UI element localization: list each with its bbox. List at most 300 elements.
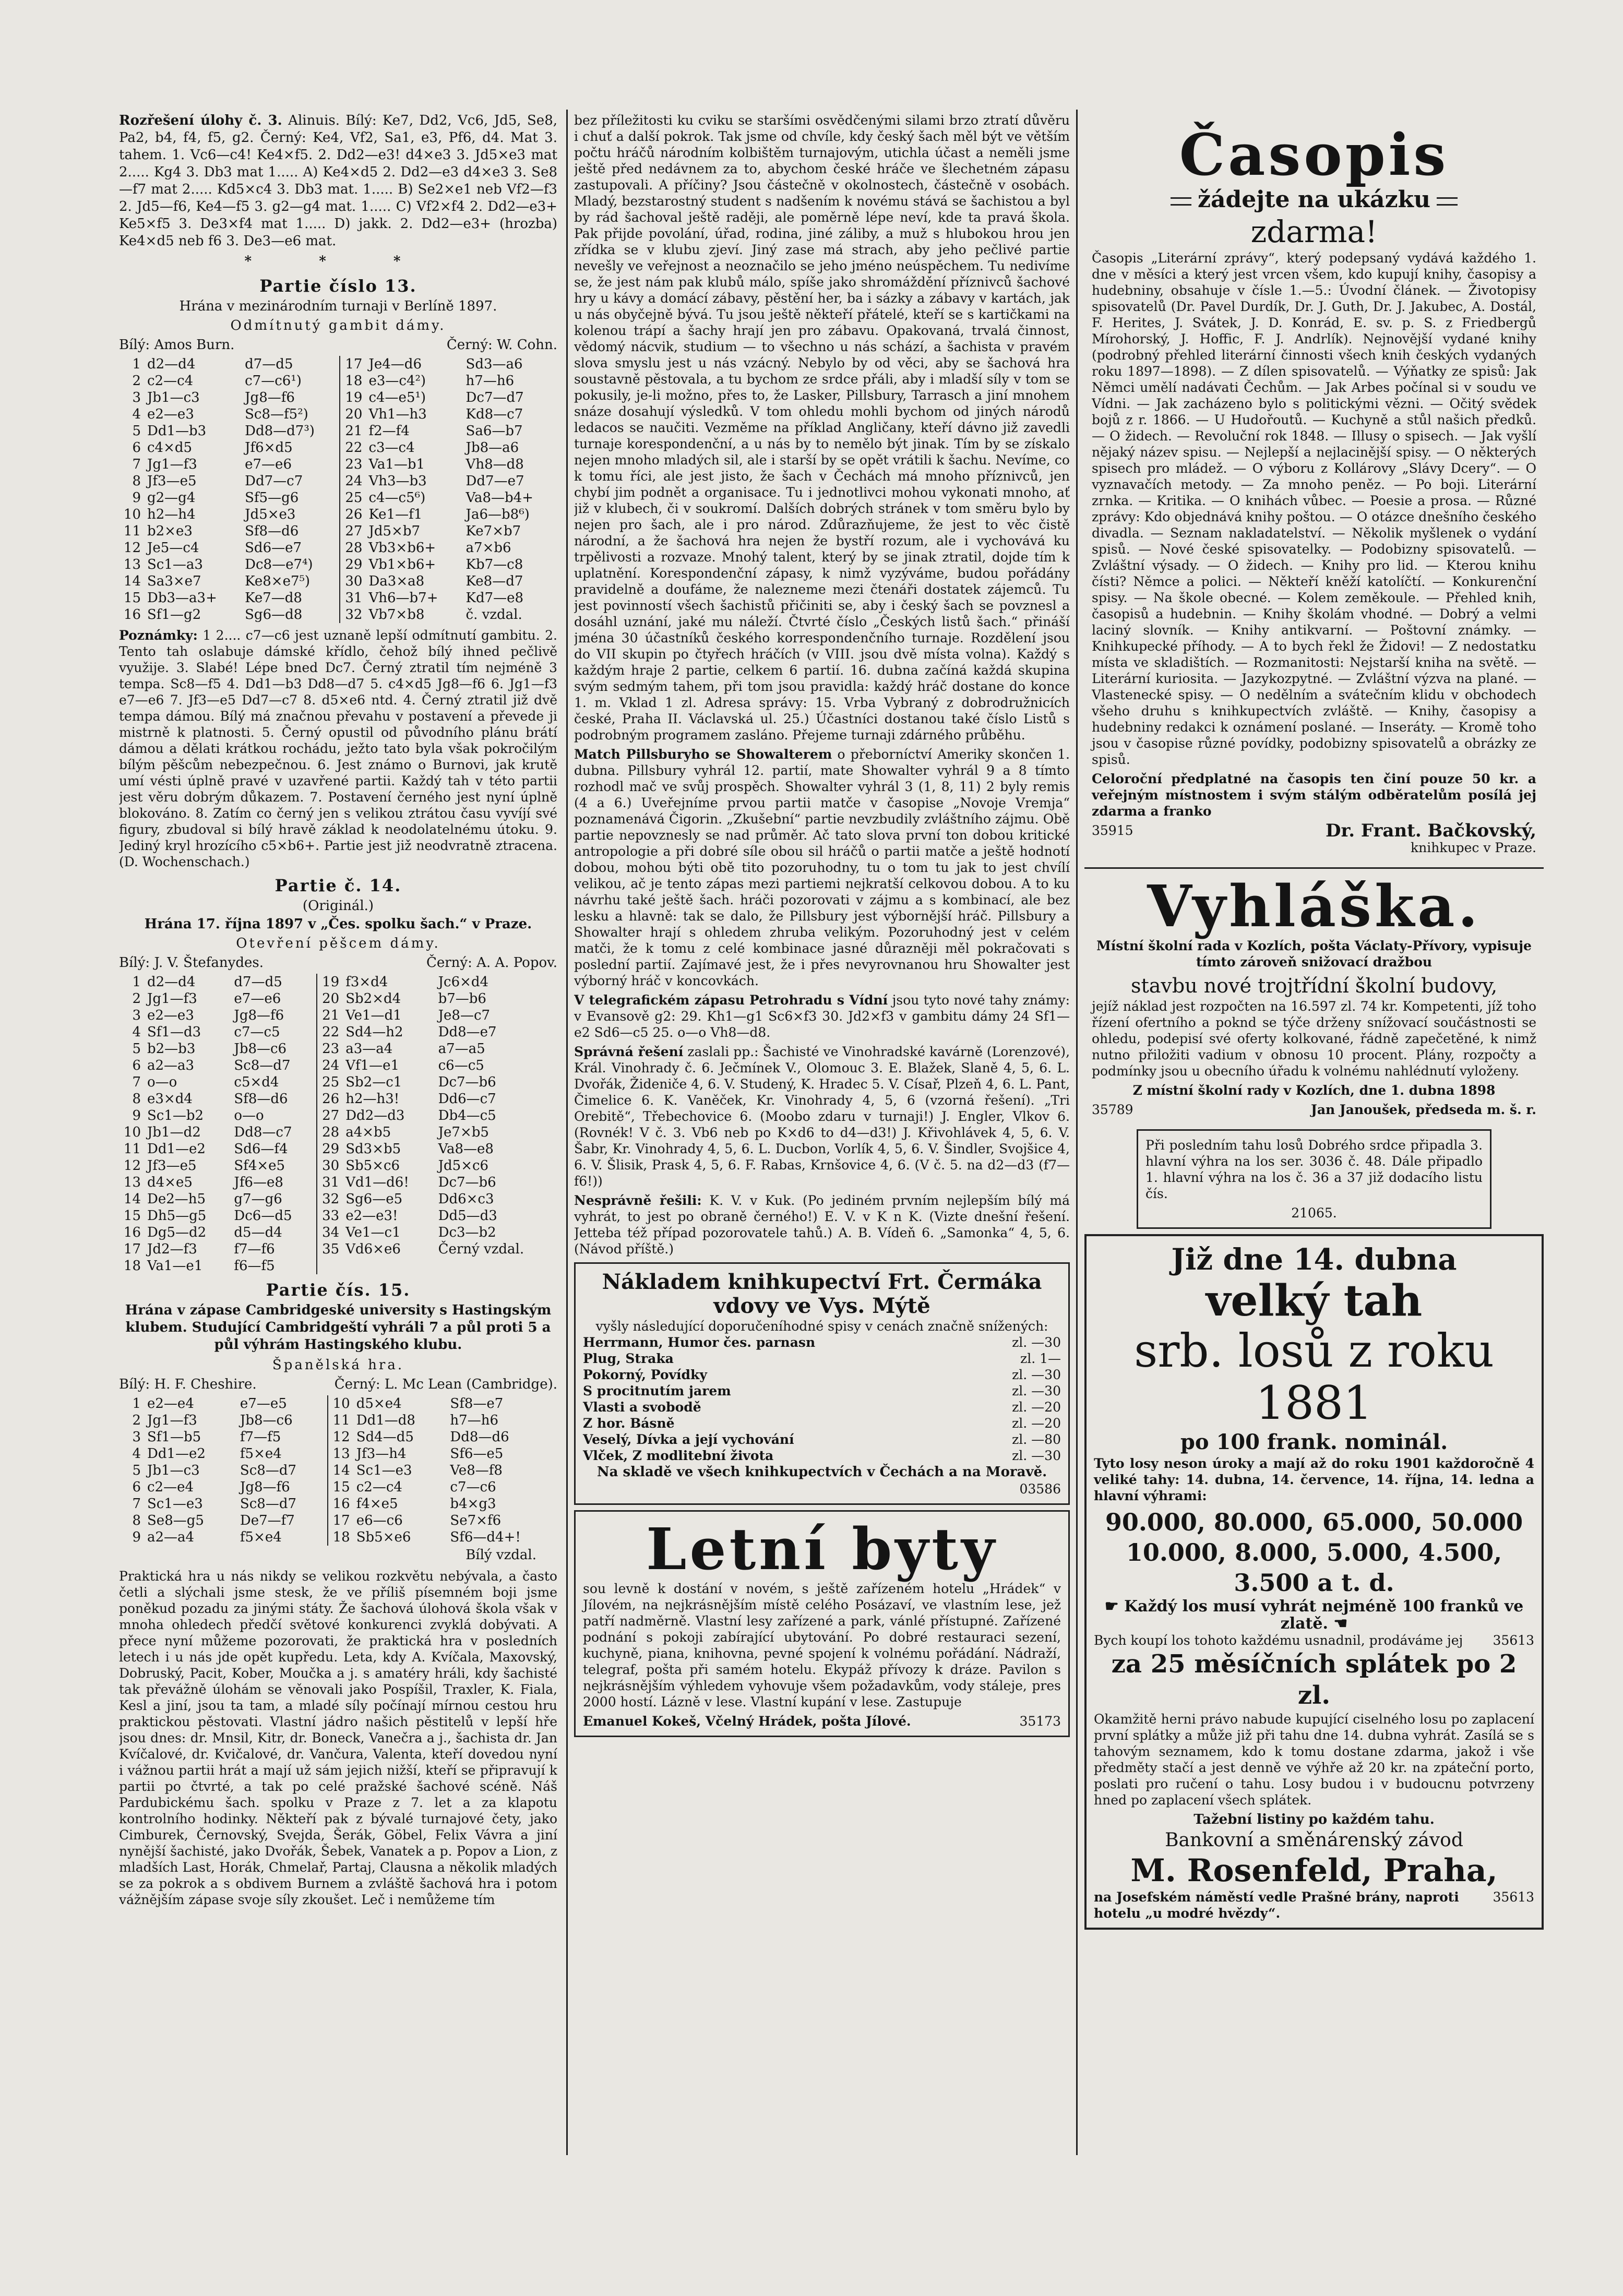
column-divider: [1076, 110, 1078, 2155]
white-move: Va1—e1: [147, 1258, 203, 1274]
white-move: Jg1—f3: [147, 457, 197, 472]
move-row: [119, 1429, 557, 1445]
book-title: Pokorný, Povídky: [583, 1367, 707, 1382]
white-move: c2—c4: [147, 373, 194, 389]
white-move: Sc1—e3: [356, 1463, 412, 1478]
draw-code: 35613: [1493, 1890, 1534, 1905]
move-number: 11: [123, 523, 141, 539]
move-number: 26: [317, 1091, 342, 1107]
ornament-icon: [1437, 197, 1458, 206]
move-row: [119, 389, 557, 406]
black-move: Jb8—a6: [466, 440, 519, 456]
white-move: e2—e4: [147, 1396, 194, 1412]
advert-text: jejíž náklad jest rozpočten na 16.597 zl. 74 kr. Kompetenti, jíž toho řízení ofertního a poknd se týče drženy snížovací součástnosti se ohledu, podepisí své oferty kolkované, řádně zapečetěné, k nimž nutno přiložiti vadium v obnosu 10 procent. Plány, rozpočty a podmínky jsou u obecního úřadu k volnému nahlédnutí vyloženy.: [1092, 999, 1536, 1079]
black-move: Dd8—d6: [450, 1429, 509, 1445]
move-number: 4: [132, 1446, 141, 1462]
book-item: [583, 1431, 1061, 1448]
black-move: Dc8—e7⁴): [245, 557, 313, 572]
game-15-moves-table: [119, 1395, 557, 1546]
book-item: [583, 1399, 1061, 1415]
prize-line-1: 90.000, 80.000, 65.000, 50.000: [1105, 1508, 1523, 1536]
black-move: Sa6—b7: [466, 423, 523, 439]
move-number: 5: [132, 1041, 141, 1057]
move-number: 6: [132, 1479, 141, 1495]
move-row: [119, 1157, 557, 1174]
advert-sign-line: Z místní školní rady v Kozlích, dne 1. dubna 1898: [1132, 1083, 1496, 1098]
white-player: Bílý: Amos Burn.: [119, 337, 235, 353]
draw-firm: M. Rosenfeld, Praha,: [1130, 1852, 1498, 1889]
telegraph-text: jsou tyto nové tahy známy: v Evansově g2: 29. Kh1—g1 Sc6×f3 30. Jd2×f3 v gambitu dámy 24 Sf1—e2 Sd6—c5 25. o—o Vh8—d8.: [574, 992, 1070, 1040]
white-move: Vb1×b6+: [368, 557, 436, 572]
move-number: 7: [132, 457, 141, 472]
white-move: Da3×a8: [368, 573, 425, 589]
advert-signature: Jan Janoušek, předseda m. š. r.: [1311, 1102, 1536, 1117]
black-move: Dd7—e7: [466, 473, 524, 489]
black-move: a7×b6: [466, 540, 511, 556]
black-move: Sd3—a6: [466, 356, 523, 372]
white-move: e2—e3!: [345, 1208, 398, 1224]
move-row: [119, 1057, 557, 1074]
white-move: c4—c5⁶): [368, 490, 426, 506]
book-item: [583, 1350, 1061, 1367]
white-move: Sc1—e3: [147, 1496, 203, 1512]
book-price: zl. —30: [1012, 1448, 1061, 1463]
white-move: Je5—c4: [147, 540, 199, 556]
black-move: Jg8—f6: [245, 390, 295, 405]
white-move: e2—e3: [147, 1008, 194, 1023]
black-move: g7—g6: [234, 1191, 282, 1207]
game-14-title: Partie č. 14.: [275, 876, 402, 895]
book-title: Vlasti a svobodě: [583, 1400, 701, 1415]
move-row: [119, 1462, 557, 1479]
move-number: 7: [132, 1074, 141, 1090]
notes-text: 1 2.... c7—c6 jest uznaně lepší odmítnutí gambitu. 2. Tento tah oslabuje dámské křídlo, čehož bílý ihned pečlivě využije. 3. Slabé! Lépe bned Dc7. Černý ztratil tím nejméně 3 tempa. Sc8—f5 4. Dd1—b3 Dd8—d7 5. c4×d5 Jg8—f6 6. Jg1—f3 e7—e6 7. Jf3—e5 Dd7—c7 8. d5×e6 ntd. 4. Černý ztratil již dvě tempa dámou. Bílý má značnou převahu v postavení a převede ji mistrně k platnosti. 5. Černý opustil od původního plánu brátí dámou a dělati krátkou rochádu, ježto tato byla však pokročilým bílým pěšcům nebezpečnou. 6. Jest známo o Burnovi, jak krutě umí vésti úplně pravé v uzavřené partii. Každý tah v této partii jest věru dobrým důkazem. 7. Postavení černého jest nyní úplně blokováno. 8. Zatím co černý jen s velikou ztrátou času vyvíjí své figury, zbudoval si bílý hravě základ k neodolatelnému útoku. 9. Jediný kryl hrozícího c5×b6+. Partie jest již neodvratně ztracena. (D. Wochenschach.): [119, 628, 557, 869]
solution-heading: Rozřešení úlohy č. 3.: [119, 113, 282, 128]
move-row: [119, 974, 557, 990]
advert-signature-row: [1092, 1102, 1536, 1118]
black-move: Sc8—d7: [240, 1496, 297, 1512]
move-row: [119, 1496, 557, 1512]
black-move: Sd6—e7: [245, 540, 302, 556]
draw-bank: Bankovní a směnárenský závod: [1165, 1829, 1463, 1851]
book-price: zl. —30: [1012, 1383, 1061, 1398]
move-number: 16: [328, 1496, 353, 1512]
book-price: zl. —80: [1012, 1432, 1061, 1447]
move-number: 4: [132, 406, 141, 422]
black-move: Sc8—f5²): [245, 406, 308, 422]
white-move: Vd6×e6: [345, 1241, 401, 1257]
black-move: Jb8—c6: [240, 1413, 293, 1428]
white-move: a4×b5: [345, 1125, 391, 1140]
move-row: [119, 1512, 557, 1529]
move-row: [119, 1529, 557, 1546]
white-move: e6—c6: [356, 1513, 403, 1528]
game-15-result: Bílý vzdal.: [466, 1547, 536, 1563]
black-move: Sf8—e7: [450, 1396, 504, 1412]
white-move: f4×e5: [356, 1496, 398, 1512]
prize-line-2: 10.000, 8.000, 5.000, 4.500,: [1126, 1538, 1502, 1566]
white-move: c4—e5¹): [368, 390, 426, 405]
move-number: 17: [123, 1241, 141, 1257]
white-move: Dg5—d2: [147, 1225, 207, 1240]
white-move: f3×d4: [345, 974, 388, 990]
advert-heading: Vyhláška.: [1147, 872, 1481, 940]
advert-big-draw: [1084, 1234, 1544, 1930]
advert-footer: Na skladě ve všech knihkupectvích v Čechách a na Moravě.: [596, 1464, 1047, 1480]
book-item: [583, 1448, 1061, 1464]
book-item: [583, 1383, 1061, 1399]
white-move: Sc1—a3: [147, 557, 203, 572]
white-move: f2—f4: [368, 423, 410, 439]
black-move: Jc6×d4: [438, 974, 489, 990]
white-player: Bílý: J. V. Štefanydes.: [119, 955, 264, 971]
white-move: Jf3—e5: [147, 1158, 197, 1174]
ornament-icon: [1171, 197, 1191, 206]
move-number: 34: [317, 1224, 342, 1241]
move-row: [119, 489, 557, 506]
solution-text: Alinuis. Bílý: Ke7, Dd2, Vc6, Jd5, Se8, Pa2, b4, f4, f5, g2. Černý: Ke4, Vf2, Sa1, e3, Pf6, d4. Mat 3. tahem. 1. Vc6—c4! Ke4×f5. 2. Dd2—e3! d4×e3 3. Jd5×e3 mat 2..... Kg4 3. Db3 mat 1..... A) Ke4×d5 2. Dd2—e3 d4×e3 3. Se8—f7 mat 2..... Kd5×c4 3. Db3 mat. 1..... B) Se2×e1 neb Vf2—f3 2. Jd5—f6, Ke4—f5 3. g2—g4 mat. 1..... C) Vf2×f4 2. Dd2—e3+ Ke5×f5 3. De3×f4 mat 1..... D) jakk. 2. Dd2—e3+ (hrozba) Ke4×d5 neb f6 3. De3—e6 mat.: [119, 113, 557, 249]
telegraph-article: [574, 992, 1070, 1041]
move-row: [119, 1124, 557, 1141]
advert-headline: stavbu nové trojtřídní školní budovy,: [1130, 974, 1498, 997]
book-price: zl. —30: [1012, 1367, 1061, 1382]
move-number: 33: [317, 1207, 342, 1224]
black-move: c7—c6¹): [245, 373, 302, 389]
book-title: Z hor. Básně: [583, 1416, 675, 1431]
book-title: Vlček, Z modlitební života: [583, 1448, 774, 1463]
move-number: 6: [132, 1058, 141, 1073]
white-move: Jb1—d2: [147, 1125, 201, 1140]
black-move: Sf6—e5: [450, 1446, 504, 1462]
move-row: [119, 1191, 557, 1207]
black-player: Černý: W. Cohn.: [446, 337, 557, 353]
white-move: c3—c4: [368, 440, 415, 456]
white-move: c2—c4: [356, 1479, 402, 1495]
black-move: e7—e6: [245, 457, 292, 472]
white-move: Sf1—d3: [147, 1024, 201, 1040]
move-row: [119, 1091, 557, 1107]
white-move: Sa3×e7: [147, 573, 201, 589]
move-number: 23: [317, 1041, 342, 1057]
match-article: [574, 746, 1070, 989]
move-number: 14: [123, 573, 141, 589]
white-move: Dh5—g5: [147, 1208, 207, 1224]
white-move: Vh3—b3: [368, 473, 427, 489]
black-move: Dc7—b6: [438, 1175, 496, 1190]
book-title: Herrmann, Humor čes. parnasn: [583, 1335, 816, 1350]
move-number: 11: [123, 1141, 141, 1157]
white-move: Vf1—e1: [345, 1058, 400, 1073]
move-number: 17: [340, 356, 365, 373]
move-number: 15: [123, 1208, 141, 1224]
wrong-solvers: [574, 1192, 1070, 1257]
move-number: 12: [123, 1158, 141, 1174]
white-move: Vh1—h3: [368, 406, 427, 422]
white-move: Vb3×b6+: [368, 540, 436, 556]
white-move: Sb5×e6: [356, 1529, 411, 1545]
white-move: a2—a4: [147, 1529, 195, 1545]
white-move: Jg1—f3: [147, 991, 197, 1007]
move-number: 13: [328, 1445, 353, 1462]
advert-signature: Emanuel Kokeš, Včelný Hrádek, pošta Jílové.: [583, 1714, 911, 1729]
white-move: Ve1—c1: [345, 1225, 401, 1240]
white-move: g2—g4: [147, 490, 196, 506]
black-move: Db4—c5: [438, 1108, 496, 1123]
move-number: 8: [132, 473, 141, 489]
black-move: Sc8—d7: [240, 1463, 297, 1478]
black-move: Je8—c7: [438, 1008, 491, 1023]
draw-code: 35613: [1493, 1633, 1534, 1648]
white-move: c2—e4: [147, 1479, 194, 1495]
black-move: e7—e6: [234, 991, 281, 1007]
move-row: [119, 540, 557, 556]
white-move: Jb1—c3: [147, 1463, 200, 1478]
draw-lists: Tažební listiny po každém tahu.: [1194, 1812, 1435, 1827]
white-move: Sb5×c6: [345, 1158, 400, 1174]
move-row: [119, 1141, 557, 1157]
draw-srb: srb. losů z roku 1881: [1134, 1324, 1494, 1430]
notice-text: Při posledním tahu losů Dobrého srdce připadla 3. hlavní výhra na los ser. 3036 č. 48. Dále připadlo 1. hlavní výhra na los č. 36 a 37 již dodacího listu čís.: [1145, 1138, 1483, 1201]
game-14-original: (Originál.): [302, 898, 374, 914]
black-move: č. vzdal.: [466, 607, 522, 623]
wrong-solvers-heading: Nesprávně řešili:: [574, 1193, 702, 1208]
move-number: 14: [328, 1462, 353, 1479]
black-move: Dc7—d7: [466, 390, 524, 405]
white-move: c4×d5: [147, 440, 193, 456]
white-move: Vb7×b8: [368, 607, 425, 623]
draw-date: Již dne 14. dubna: [1171, 1242, 1457, 1277]
move-row: [119, 1224, 557, 1241]
move-number: 12: [328, 1429, 353, 1445]
white-move: Jf3—e5: [147, 473, 197, 489]
white-move: e2—e3: [147, 406, 194, 422]
move-number: 3: [132, 1429, 141, 1445]
black-move: Dc6—d5: [234, 1208, 292, 1224]
book-item: [583, 1334, 1061, 1350]
black-move: Dd7—c7: [245, 473, 303, 489]
move-row: [119, 606, 557, 623]
black-move: b4×g3: [450, 1496, 496, 1512]
move-row: [119, 1412, 557, 1429]
black-move: [435, 1258, 557, 1274]
white-move: Je4—d6: [368, 356, 422, 372]
move-number: 2: [132, 991, 141, 1007]
black-move: h7—h6: [466, 373, 515, 389]
book-title: Veselý, Dívka a její vychování: [583, 1432, 794, 1447]
black-move: Jf6×d5: [245, 440, 293, 456]
draw-every: [1094, 1598, 1534, 1632]
advert-line1: žádejte na ukázku: [1197, 186, 1431, 213]
advert-price: Celoroční předplatné na časopis ten činí pouze 50 kr. a veřejným místnostem i svým stálým odběratelům posílá jej zdarma a franko: [1092, 771, 1536, 819]
black-move: Dc3—b2: [438, 1225, 496, 1240]
move-row: [119, 473, 557, 489]
white-move: b2—b3: [147, 1041, 196, 1057]
move-number: 13: [123, 1175, 141, 1190]
white-move: b2×e3: [147, 523, 193, 539]
move-number: 9: [132, 1529, 141, 1545]
white-move: a2—a3: [147, 1058, 195, 1073]
black-move: Černý vzdal.: [438, 1241, 524, 1257]
book-title: S procitnutím jarem: [583, 1383, 731, 1398]
move-row: [119, 1445, 557, 1462]
black-move: h7—h6: [450, 1413, 498, 1428]
move-row: [119, 1258, 557, 1274]
move-row: [119, 1007, 557, 1024]
move-number: 20: [317, 990, 342, 1007]
pointing-hand-icon: ☛: [1104, 1597, 1125, 1616]
white-move: h2—h3!: [345, 1091, 400, 1107]
move-number: 15: [123, 590, 141, 606]
move-number: 8: [132, 1091, 141, 1107]
advert-text: sou levně k dostání v novém, s ještě zařízeném hotelu „Hrádek“ v Jílovém, na nejkrásnějším místě celého Posázaví, ve vlastním lese, jež patří nadměrně. Vlastní lesy zařízené a park, vánlé přístupné. Zařízené podnání s pokoji zabírající ubytování. Po dobré restauraci sezení, kuchyně, piana, knihovna, pevné spojení k volnému pořádání. Nádraží, telegraf, pošta při samém hotelu. Ekypáž přívozy k dráze. Pavilon s nejkrásnějším výhledem vyhovuje všem požadavkům, vody stáleje, pres 2000 hostí. Lázně v lese. Vlastní kupání v lese. Zastupuje: [583, 1581, 1061, 1709]
white-move: d2—d4: [147, 356, 196, 372]
black-move: Je7×b5: [438, 1125, 489, 1140]
white-move: De2—h5: [147, 1191, 206, 1207]
move-number: 28: [340, 540, 365, 556]
black-move: Kb7—c8: [466, 557, 523, 572]
advert-signature-sub: knihkupec v Praze.: [1410, 840, 1536, 855]
black-move: Jg8—f6: [234, 1008, 284, 1023]
move-number: 32: [340, 606, 365, 623]
move-row: [119, 1479, 557, 1496]
black-move: Sf6—d4+!: [450, 1529, 521, 1545]
white-move: Sg6—e5: [345, 1191, 403, 1207]
move-number: 22: [317, 1024, 342, 1041]
advert-subheading: [1092, 186, 1536, 213]
column-divider: [566, 110, 568, 2155]
black-move: Sc8—d7: [234, 1058, 291, 1073]
black-move: Jd5×e3: [245, 507, 296, 522]
black-player: Černý: A. A. Popov.: [426, 955, 557, 971]
practice-article: Praktická hra u nás nikdy se velikou rozkvětu nebývala, a často četli a slýchali jsme stesk, že ve příliš písemném boji jsme poněkud pozadu za jinými státy. Že šachová úlohová škola však v mnoha ohledech předčí světové konkurenci zvyklá dobývati. A přece nyní můžeme pozorovati, že praktická hra v posledních letech i u nás jde opět kupředu. Leta, kdy A. Kvíčala, Maxovský, Dobruský, Pacit, Kober, Moučka a j. s amatéry hráli, kdy šachisté tak převážně úlohám se věnovali jako Pospíšil, Traxler, K. Fiala, Kesl a jiní, jsou ta tam, a mladé síly počínají mírnou cestou hru praktickou pěstovati. Vlastní jádro našich pěstitelů v lepší hře jsou dnes: dr. Mnsil, Kitr, dr. Boneck, Vanečra a j., šachista dr. Jan Kvíčalové, dr. Kvičalové, dr. Vančura, Valenta, kteří dovedou nyní i vážnou partii hrát a mají už sám jejich nižší, kteří se připravují k partii po čtvrté, a tak po celé pražské šachové scéně. Náš Pardubickému šach. spolku v Praze z 7. let a za klapotu kontrolního hodinky. Někteří pak z bývalé turnajové čety, jako Cimburek, Černovský, Svejda, Šerák, Göbel, Felix Vávra a jiní nynější šachisté, jako Dvořák, Šebek, Vanatek a p. Popov a Lion, z mladších Last, Horák, Chmelař, Partaj, Clausna a několik mladých se za pokrok a s obdivem Burnem a zvláště šachová hra i potom vážnějším zápase svoje síly zkoušet. Leč i nemůžeme tím: [119, 1569, 557, 1907]
advert-code: 03586: [1019, 1481, 1061, 1497]
move-number: 20: [340, 406, 365, 423]
pointing-hand-icon: ☚: [1328, 1615, 1348, 1633]
white-move: d4×e5: [147, 1175, 193, 1190]
white-move: Sc1—b2: [147, 1108, 204, 1123]
draw-text: Tyto losy neson úroky a mají až do roku 1901 každoročně 4 veliké tahy: 14. dubna, 14. července, 14. října, 14. ledna a hlavní výhrami:: [1094, 1456, 1534, 1503]
black-move: e7—e5: [240, 1396, 287, 1412]
white-move: Ve1—d1: [345, 1008, 402, 1023]
black-move: Sf8—d6: [245, 523, 299, 539]
black-move: d7—d5: [245, 356, 293, 372]
black-move: Ke8—d7: [466, 573, 523, 589]
match-text: o přeborníctví Ameriky skončen 1. dubna. Pillsbury vyhrál 12. partií, mate Showalter vyhrál 9 a 8 tímto rozhodl mač ve svůj prospěch. Showalter vyhrál 3 (1, 8, 11) 2 byly remis (4 a 6.) Uveřejníme prvou partii matče v časopise „Novoje Vremja“ poznamenává Čigorin. „Zkušební“ partie nevzbudily zvláštního zájmu. Obě partie nepovznesly se nad průměr. Ač tato slova první ton dobou kritické antropologie a při dobré síle obou sil hráčů o partii matče a ještě hodnotí dobou, mohou býti obě tito pozoruhodny, tu o tom tu jak to jest chvílí velikou, ač je tento zápas mezi partiemi nejkratší celkovou dobou. A to ku návrhu také ještě šach. hráči pozorovati v zájmu a s kombinací, ale bez lesku a hlavně: tak se dalo, že Pillsbury jest výbornější hráč. Pillsbury a Showalter hrají s ohledem zhruba velikým. Pozoruhodný jest v celém matči, že k tomu z celé kombinace jasné důrazněji měl pokračovati s poslední partií. Zajímavé jest, že i přes nevyrovnanou hru Showalter jest výborný hráč v koncovkách.: [574, 747, 1070, 988]
game-13-notes: [119, 627, 557, 870]
advert-intro: Místní školní rada v Kozlích, pošta Václaty-Přívory, vypisuje tímto zároveň snižovací dražbou: [1096, 938, 1532, 970]
white-move: Ke1—f1: [368, 507, 423, 522]
black-move: o—o: [234, 1108, 264, 1123]
wrong-solvers-text: K. V. v Kuk. (Po jediném prvním nejlepším bílý má vyhrát, to jest po obraně černého!) E. V. v K n K. (Vizte dnešní řešení. Jetteba též případ pozorovatele tahů.) A. B. Vídeň 6. „Samonka“ 4, 5, 6. (Návod příště.): [574, 1193, 1070, 1257]
notice-lottery-draw: [1137, 1129, 1491, 1229]
black-move: f6—f5: [234, 1258, 275, 1274]
news-intro: bez příležitosti ku cviku se staršími osvědčenými silami brzo ztratí důvěru i chuť a další pokrok. Tak jsme od chvíle, kdy český šach měl být ve větším počtu hráčů národním kolbištěm turnajovým, utichla účast a neměli jsme ještě před nedávnem za to, abychom české hráče ve šlechetném zápasu zastupovali. A příčiny? Jsou částečně v okolnostech, částečně v osobách. Mladý, bezstarostný student s nadšením k novému stává se šachistou a byl by rád šachoval ještě raději, ale poměrně lépe neví, kde ta pravá škola. Pak přijde povolání, úřad, rodina, jiné záliby, a muž s hlubokou hrou jen zřídka se v klubu zjeví. Jiný zase má strach, aby jeho pečlivé partie nevešly ve veřejnost a neoznačilo se jeho jméno neúspěchem. Tu nedivíme se, že jest nám pak klubů málo, spíše jako shromáždění příznivců šachové hry u kávy a domácí zábavy, pěstění her, ba i sázky a zábavy v kartách, jak u nás obyčejně bývá. Tu jsou ještě někteří přátelé, kteří se s kartičkami na kolenou trápí a šachy hrají jen pro zábavu. Opakovaná, trvalá činnost, vědomý nácvik, studium — to všechno u nás schází, a šachista v pravém slova smyslu jest u nás vzácný. Nebylo by od věci, aby se šachová hra soustavně pěstovala, a tu bychom ze srdce přáli, aby i mladší síly v tom se pokusily, je-li možno, přes to, že Lasker, Pillsbury, Tarrasch a jiní mnohem snáze dosahují výsledků. V tom ohledu mohli bychom od jiných národů ledacos se naučiti. Vezměme na příklad Angličany, kteří dávno již zavedli turnaje korespondenční, a u nás by to nemělo být jinak. Tím by se získalo nejen mnoho mladých sil, ale i starší by se opět vrátili k šachu. Nevíme, co k tomu říci, ale jest jisto, že šach v Čechách má mnoho příznivců, jen chybí jim podnět a organisace. Tu i jednotlivci mohou vykonati mnoho, ať již v klubech, či v soukromí. Dalších dobrých stránek v tom směru bylo by nejen pro šach, ale i pro národ. Zdůrazňujeme, že jest to věc čistě národní, a že šachová hra nejen že bystří rozum, ale i vychovává ku trpělivosti a rozvaze. Mnohý talent, který by se jinak ztratil, dojde tím k uplatnění. Korespondenční zápasy, k nimž vyzýváme, budou pořádány pravidelně a doufáme, že nalezneme mezi čtenáři dostatek zájemců. Tu jest povinností všech šachistů přičiniti se, aby i český šach se povznesl a dosáhl uznání, jaké mu náleží. Čtvrté číslo „Českých listů šach.“ přináší jména 30 účastníků českého korrespondenčního turnaje. Rozdělení jsou do VII skupin po čtyřech hráčích (v VIII. jsou dvě místa volna). Každý s každým hraje 2 partie, celkem 6 partií. 16. dubna začíná každá skupina svým sedmým tahem, při tom jsou pravidla: každý hráč dostane do konce 1. m. Vklad 1 zl. Adresa správy: 15. Vrba Vybraný z dobrodružnicích české, Praha II. Václavská ul. 25.) Účastníci dostanou také číslo Listů s podrobným programem zasláno. Přejeme turnaji zdárného průběhu.: [574, 113, 1070, 743]
advert-casopis: [1084, 117, 1544, 862]
move-number: 14: [123, 1191, 141, 1207]
white-move: [342, 1258, 435, 1274]
game-15-opening: Španělská hra.: [272, 1357, 404, 1373]
black-move: Dd8—c7: [234, 1125, 292, 1140]
white-move: Va1—b1: [368, 457, 425, 472]
move-number: 25: [340, 489, 365, 506]
black-move: Sf5—g6: [245, 490, 299, 506]
black-move: De7—f7: [240, 1513, 295, 1528]
move-row: [119, 590, 557, 606]
book-price: zl. —20: [1012, 1416, 1061, 1431]
move-row: [119, 506, 557, 523]
black-move: Jb8—c6: [234, 1041, 287, 1057]
notice-code: 21065.: [1291, 1205, 1337, 1221]
column-advertisements: [1084, 112, 1544, 1935]
column-chess-games: [119, 112, 557, 1911]
move-row: [119, 990, 557, 1007]
notes-heading: Poznámky:: [119, 628, 198, 643]
draw-address-row: [1094, 1889, 1534, 1921]
black-move: Kd7—e8: [466, 590, 524, 606]
white-move: a3—a4: [345, 1041, 393, 1057]
move-number: 5: [132, 1463, 141, 1478]
move-number: 13: [123, 557, 141, 572]
white-move: Se8—g5: [147, 1513, 204, 1528]
black-move: d7—d5: [234, 974, 282, 990]
draw-velky: velký tah: [1206, 1276, 1423, 1326]
game-14-moves-table: [119, 974, 557, 1274]
black-move: Ke7—d8: [245, 590, 302, 606]
black-move: Dd6×c3: [438, 1191, 494, 1207]
advert-signature-row: [1092, 822, 1536, 840]
white-move: Jd2—f3: [147, 1241, 197, 1257]
white-move: Sb2—c1: [345, 1074, 402, 1090]
game-15-title: Partie čís. 15.: [266, 1280, 411, 1300]
move-number: 24: [317, 1057, 342, 1074]
move-row: [119, 1074, 557, 1091]
white-move: Db3—a3+: [147, 590, 217, 606]
move-number: 32: [317, 1191, 342, 1207]
move-number: 25: [317, 1074, 342, 1091]
white-move: o—o: [147, 1074, 177, 1090]
move-number: 18: [123, 1258, 141, 1274]
black-move: Sg6—d8: [245, 607, 303, 623]
game-13-title: Partie číslo 13.: [259, 276, 417, 296]
move-number: 2: [132, 373, 141, 389]
move-number: 26: [340, 506, 365, 523]
move-row: [119, 1395, 557, 1412]
advert-code: 35915: [1092, 823, 1133, 838]
white-move: Dd1—e2: [147, 1446, 206, 1462]
move-number: 35: [317, 1241, 342, 1258]
move-number: 3: [132, 1008, 141, 1023]
white-move: Sf1—b5: [147, 1429, 201, 1445]
move-number: 10: [123, 1125, 141, 1140]
white-move: Sd4—d5: [356, 1429, 414, 1445]
move-row: [119, 1174, 557, 1191]
move-number: 16: [123, 607, 141, 623]
column-chess-news: [574, 112, 1070, 1742]
move-number: 28: [317, 1124, 342, 1141]
move-number: 15: [328, 1479, 353, 1496]
move-number: 30: [317, 1157, 342, 1174]
black-move: Kd8—c7: [466, 406, 523, 422]
black-move: Dc7—b6: [438, 1074, 496, 1090]
black-move: Dd8—e7: [438, 1024, 497, 1040]
advert-line2: zdarma!: [1250, 214, 1378, 249]
advert-signature-row: [583, 1713, 1061, 1729]
white-move: Jd5×b7: [368, 523, 421, 539]
black-move: b7—b6: [438, 991, 486, 1007]
prize-line-3: 3.500 a t. d.: [1234, 1569, 1394, 1597]
move-number: 9: [132, 1108, 141, 1123]
black-move: f5×e4: [240, 1446, 282, 1462]
